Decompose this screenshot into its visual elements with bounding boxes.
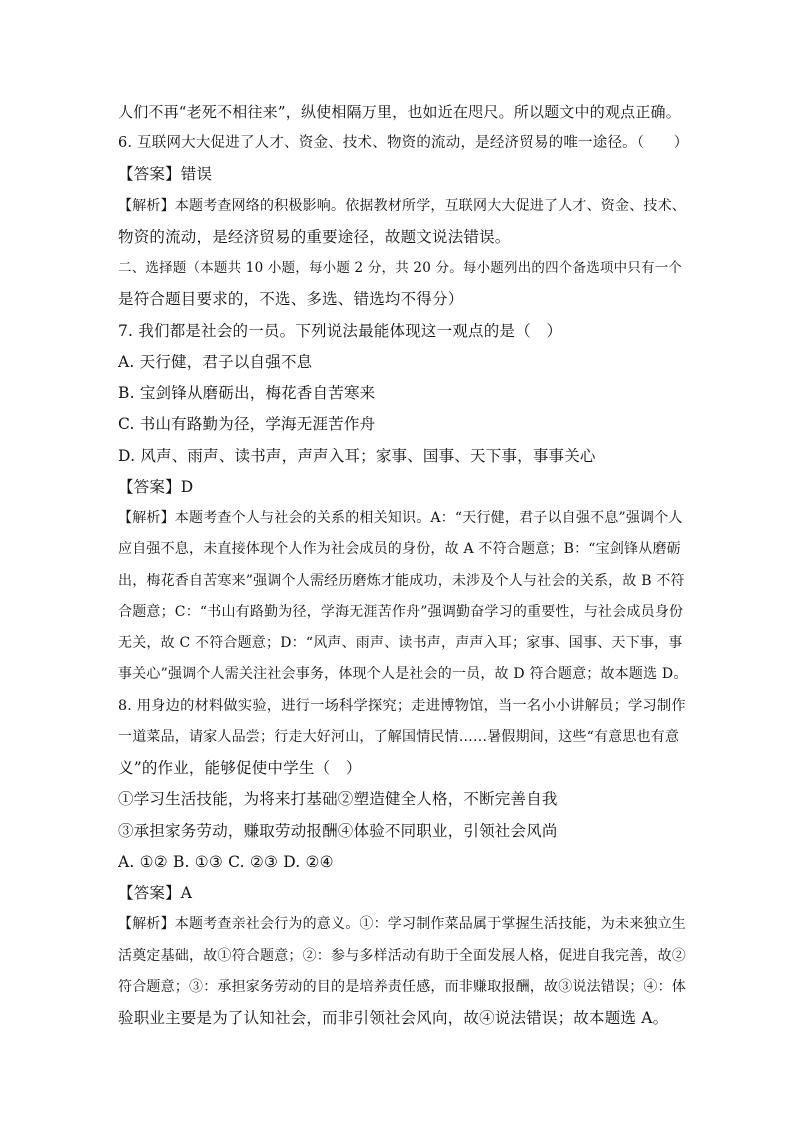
question-7: 7. 我们都是社会的一员。下列说法最能体现这一观点的是（ ） [118,322,563,340]
options-line: A. ①② B. ①③ C. ②③ D. ②④ [118,853,334,871]
explanation-line: 活奠定基础，故①符合题意；②：参与多样活动有助于全面发展人格，促进自我完善，故② [118,948,686,964]
question-8: 义”的作业，能够促使中学生（ ） [118,759,362,777]
explanation-line: 符合题意；③：承担家务劳动的目的是培养责任感，而非赚取报酬，故③说法错误；④：体 [118,979,686,995]
statement-line: ①学习生活技能，为将来打基础②塑造健全人格，不断完善自我 [118,790,558,808]
question-8: 一道菜品，请家人品尝；行走大好河山，了解国情民情……暑假期间，这些“有意思也有意 [118,729,680,745]
statement-line: ③承担家务劳动，赚取劳动报酬④体验不同职业，引领社会风尚 [118,822,558,840]
section-heading: 二、选择题（本题共 10 小题，每小题 2 分，共 20 分。每小题列出的四个备选项中只有一个 [118,260,683,276]
option-d: D. 风声、雨声、读书声，声声入耳；家事、国事、天下事，事事关心 [118,447,596,465]
explanation-line: 应自强不息，未直接体现个人作为社会成员的身份，故 A 不符合题意；B：“宝剑锋从磨砺 [118,541,681,557]
answer-label: 【答案】错误 [118,165,213,183]
option-c: C. 书山有路勤为径，学海无涯苦作舟 [118,415,376,433]
explanation-line: 【解析】本题考查个人与社会的关系的相关知识。A：“天行健，君子以自强不息”强调个人 [118,510,683,526]
explanation-line: 无关，故 C 不符合题意；D：“风声、雨声、读书声，声声入耳；家事、国事、天下事，事 [118,635,683,651]
question-6: 6. 互联网大大促进了人才、资金、技术、物资的流动，是经济贸易的唯一途径。（ ） [118,135,689,151]
explanation-line: 出，梅花香自苦寒来”强调个人需经历磨炼才能成功，未涉及个人与社会的关系，故 B 不符 [118,573,685,589]
answer-label: 【答案】D [118,478,194,496]
explanation-line: 物资的流动，是经济贸易的重要途径，故题文说法错误。 [118,228,511,246]
explanation-line: 事关心”强调个人需关注社会事务，体现个人是社会的一员，故 D 符合题意；故本题选 D。 [118,666,688,682]
explanation-line: 【解析】本题考查网络的积极影响。依据教材所学，互联网大大促进了人才、资金、技术、 [118,198,686,214]
option-b: B. 宝剑锋从磨砺出，梅花香自苦寒来 [118,384,376,402]
section-heading: 是符合题目要求的，不选、多选、错选均不得分） [118,290,464,308]
question-8: 8. 用身边的材料做实验，进行一场科学探究；走进博物馆，当一名小小讲解员；学习制作 [118,698,686,714]
option-a: A. 天行健，君子以自强不息 [118,353,313,371]
answer-label: 【答案】A [118,884,193,902]
explanation-line: 验职业主要是为了认知社会，而非引领社会风向，故④说法错误；故本题选 A。 [118,1009,669,1027]
text-line: 人们不再“老死不相往来”，纵使相隔万里，也如近在咫尺。所以题文中的观点正确。 [118,103,681,121]
explanation-line: 【解析】本题考查亲社会行为的意义。①：学习制作菜品属于掌握生活技能，为未来独立生 [118,916,686,932]
explanation-line: 合题意；C：“书山有路勤为径，学海无涯苦作舟”强调勤奋学习的重要性，与社会成员身份 [118,604,684,620]
